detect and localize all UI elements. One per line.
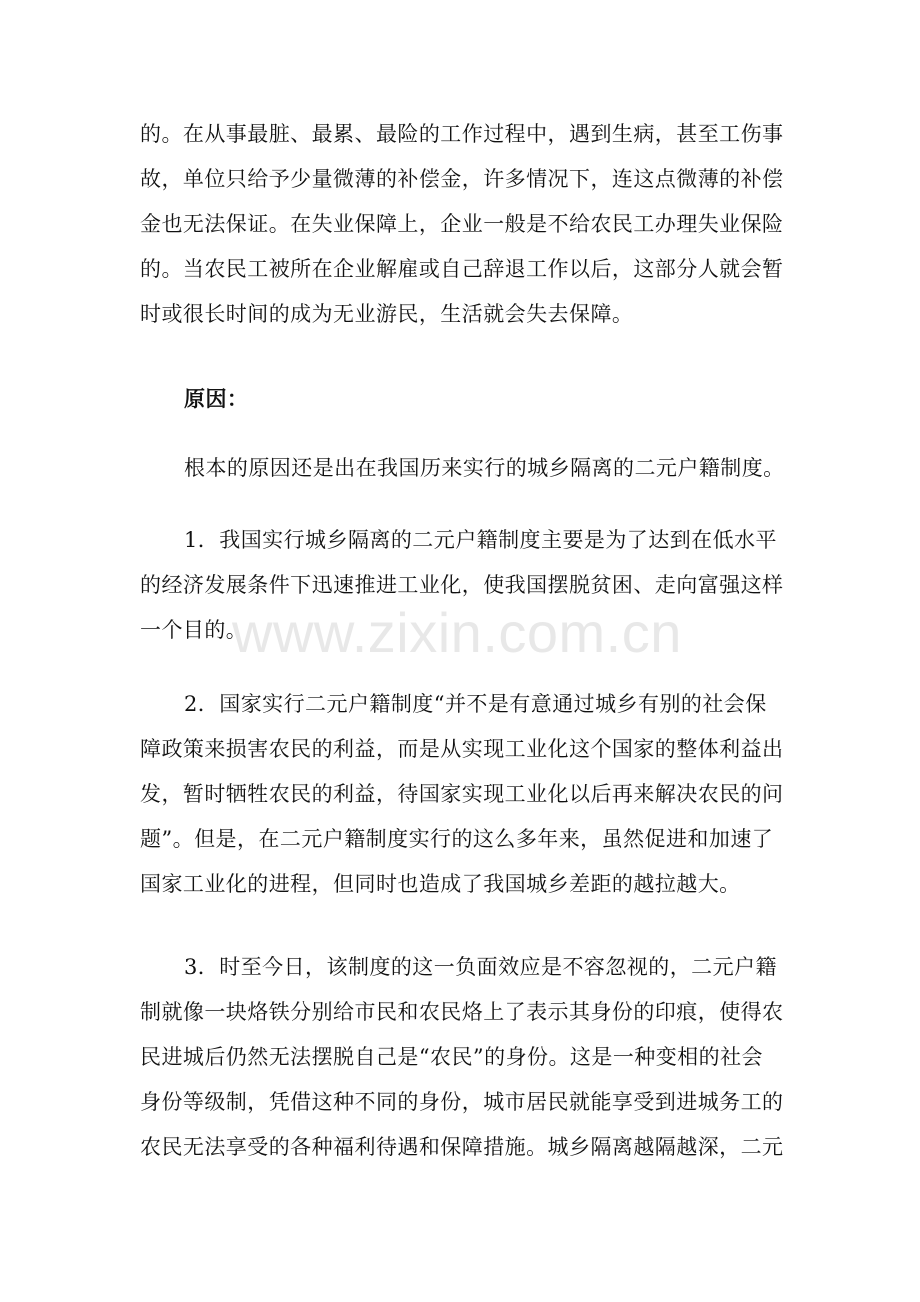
paragraph-line: 的。在从事最脏、最累、最险的工作过程中，遇到生病，甚至工伤事 [140,122,784,146]
section-heading-reasons [140,376,800,421]
paragraph-line: 农民无法享受的各种福利待遇和保障措施。城乡隔离越隔越深，二元 [140,1135,784,1159]
point-1 [140,518,800,653]
paragraph-line: 制就像一块烙铁分别给市民和农民烙上了表示其身份的印痕，使得农 [140,1000,784,1024]
point-2 [140,682,800,907]
paragraph-line: 1．我国实行城乡隔离的二元户籍制度主要是为了达到在低水平 [184,528,777,552]
paragraph-line: 一个目的。 [140,618,248,642]
paragraph-line: 题”。但是，在二元户籍制度实行的这么多年来，虽然促进和加速了 [140,827,774,851]
paragraph-line: 时或很长时间的成为无业游民，生活就会失去保障。 [140,302,634,326]
paragraph-line: 故，单位只给予少量微薄的补偿金，许多情况下，连这点微薄的补偿 [140,167,784,191]
paragraph-line: 金也无法保证。在失业保障上，企业一般是不给农民工办理失业保险 [140,212,784,236]
watermark: www.zixin.com.cn [232,601,682,664]
paragraph-line: 身份等级制，凭借这种不同的身份，城市居民就能享受到进城务工的 [140,1090,784,1114]
paragraph-line: 的经济发展条件下迅速推进工业化，使我国摆脱贫困、走向富强这样 [140,573,784,597]
section-heading: 原因： [184,386,249,411]
paragraph-line: 根本的原因还是出在我国历来实行的城乡隔离的二元户籍制度。 [184,456,785,480]
paragraph-line: 民进城后仍然无法摆脱自己是“农民”的身份。这是一种变相的社会 [140,1045,763,1069]
paragraph-root-cause [140,446,800,491]
paragraph-line: 2．国家实行二元户籍制度“并不是有意通过城乡有别的社会保 [184,692,767,716]
paragraph-line: 的。当农民工被所在企业解雇或自己辞退工作以后，这部分人就会暂 [140,257,784,281]
paragraph-line: 3．时至今日，该制度的这一负面效应是不容忽视的，二元户籍 [184,955,777,979]
paragraph-intro [140,112,800,337]
paragraph-line: 发，暂时牺牲农民的利益，待国家实现工业化以后再来解决农民的问 [140,782,784,806]
paragraph-line: 国家工业化的进程，但同时也造成了我国城乡差距的越拉越大。 [140,872,741,896]
paragraph-line: 障政策来损害农民的利益，而是从实现工业化这个国家的整体利益出 [140,737,784,761]
point-3 [140,945,800,1170]
